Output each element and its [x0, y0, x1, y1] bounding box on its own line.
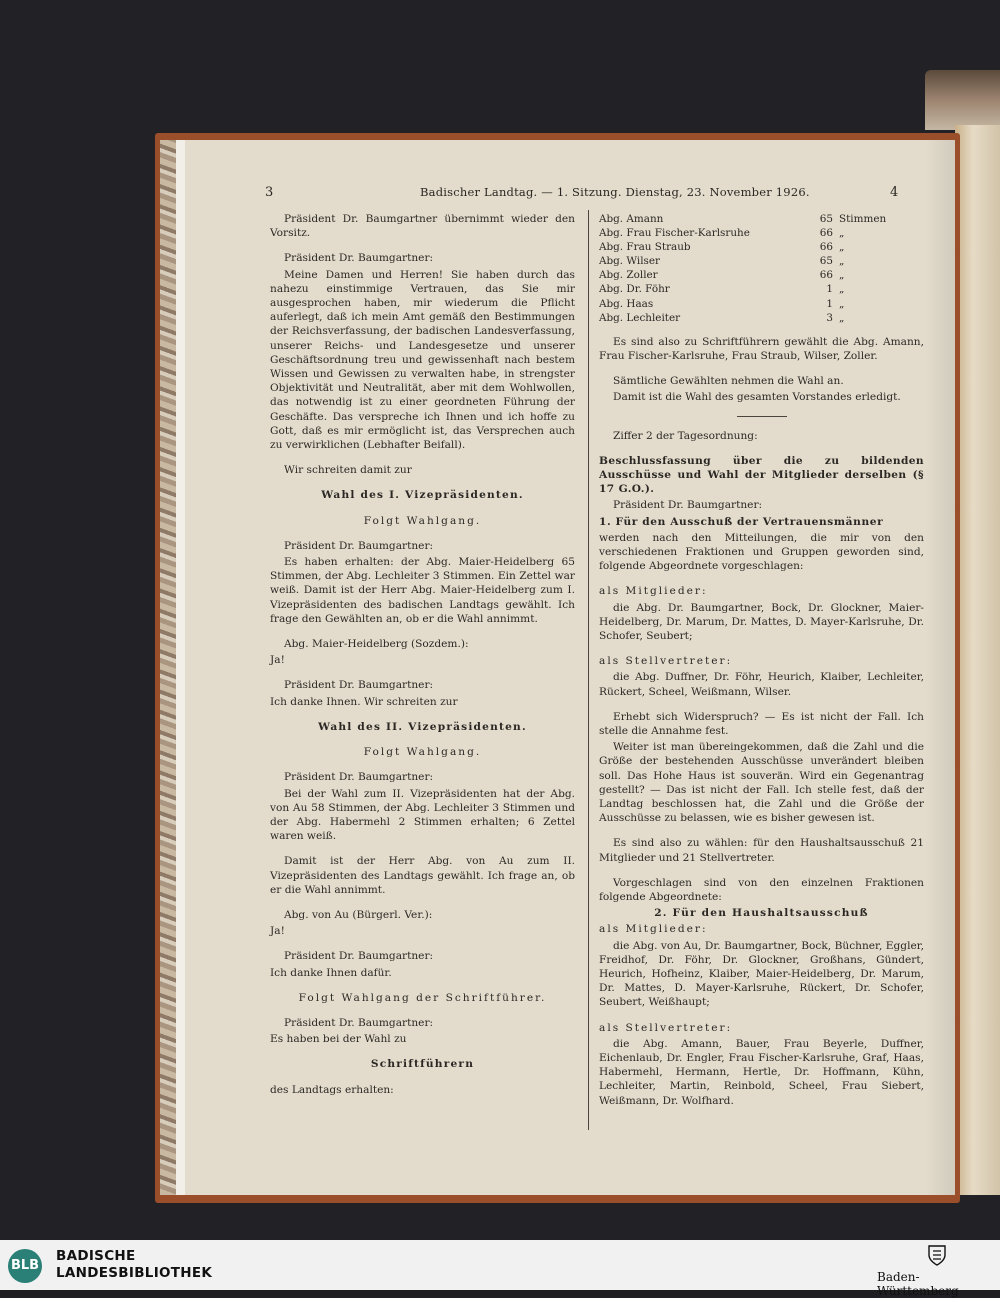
- paragraph: Präsident Dr. Baumgartner übernimmt wieder den Vorsitz.: [270, 213, 575, 240]
- right-column: [599, 212, 924, 1119]
- paragraph: Erhebt sich Widerspruch? — Es ist nicht der Fall. Ich stelle die Annahme fest.: [599, 710, 924, 738]
- vote-unit: „: [839, 269, 845, 282]
- section-heading: Schriftführern: [370, 1058, 475, 1071]
- paragraph: Sämtliche Gewählten nehmen die Wahl an.: [613, 375, 844, 388]
- document-page: [185, 140, 955, 1195]
- speaker-label: Präsident Dr. Baumgartner:: [284, 252, 434, 265]
- paragraph: Bei der Wahl zum II. Vizepräsidenten hat der Abg. von Au 58 Stimmen, der Abg. Lechleiter 3 Stimmen und der Abg. Habermehl 2 Stimmen erhalten; 6 Zettel waren weiß.: [270, 787, 575, 843]
- paragraph: Vorgeschlagen sind von den einzelnen Fraktionen folgende Abgeordnete:: [599, 876, 924, 904]
- vote-count: 1: [826, 297, 833, 310]
- vote-name: Abg. Wilser: [599, 255, 661, 268]
- paragraph: Es sind also zu wählen: für den Haushaltsausschuß 21 Mitglieder und 21 Stellvertreter.: [599, 837, 924, 864]
- speaker-label: Abg. Maier-Heidelberg (Sozdem.):: [284, 638, 469, 651]
- speaker-label: Präsident Dr. Baumgartner:: [284, 950, 434, 963]
- paragraph: Ich danke Ihnen. Wir schreiten zur: [270, 695, 458, 708]
- paragraph: Ziffer 2 der Tagesordnung:: [613, 429, 758, 442]
- state-name[interactable]: Baden-Württemberg: [877, 1270, 959, 1298]
- vote-row: [599, 212, 899, 226]
- speaker-label: Präsident Dr. Baumgartner:: [284, 1016, 434, 1029]
- paragraph: Meine Damen und Herren! Sie haben durch das nahezu einstimmige Vertrauen, das Sie mir ausgesprochen haben, mir wiederum die Pflicht auferlegt, daß ich mein Amt gemäß den Bestimmungen der Reichsverfassung, der badischen Landesverfassung, unserer Reichs- und Landesgesetze und unserer Geschäftsordnung treu und gewissenhaft nach bestem Wissen und Gewissen zu verwalten habe, in strengster Objektivität und Neutralität, aber mit dem Wohlwollen, das notwendig ist zu einer geordneten Führung der Geschäfte. Das verspreche ich Ihnen und ich hoffe zu Gott, daß es mir ermöglicht ist, das Versprechen auch zu verwirklichen (Lebhafter Beifall).: [270, 268, 575, 452]
- library-name[interactable]: [56, 1248, 212, 1282]
- paragraph: Damit ist die Wahl des gesamten Vorstandes erledigt.: [613, 391, 901, 404]
- speaker-label: Präsident Dr. Baumgartner:: [284, 539, 434, 552]
- paragraph: Wir schreiten damit zur: [284, 464, 412, 477]
- vote-row: [599, 268, 899, 282]
- column-divider: [588, 210, 589, 1130]
- agenda-heading: Beschlussfassung über die zu bildenden Ausschüsse und Wahl der Mitglieder derselben (§ 17 G.O.).: [599, 454, 924, 496]
- page-number-left: 3: [265, 185, 274, 200]
- committee-heading: 1. Für den Ausschuß der Vertrauensmänner: [599, 515, 884, 528]
- paragraph: Ja!: [270, 654, 285, 667]
- library-name-line1: BADISCHE: [56, 1248, 136, 1264]
- vote-unit: „: [839, 241, 845, 254]
- vote-unit: Stimmen: [839, 213, 887, 225]
- paragraph: Weiter ist man übereingekommen, daß die Zahl und die Größe der bestehenden Ausschüsse unverändert bleiben soll. Das Hohe Haus ist souverän. Wird ein Gegenantrag gestellt? — Das ist nicht der Fall. Ich stelle fest, daß der Landtag beschlossen hat, die Zahl und die Größe der Ausschüsse zu belassen, wie es bisher gewesen ist.: [599, 741, 924, 825]
- book-spine-top: [925, 70, 1000, 130]
- book-right-page-edge: [955, 125, 1000, 1195]
- vote-count: 1: [826, 283, 833, 296]
- paragraph: Damit ist der Herr Abg. von Au zum II. Vizepräsidenten des Landtags gewählt. Ich frage an, ob er die Wahl annimmt.: [270, 855, 575, 896]
- header-title: Badischer Landtag. — 1. Sitzung. Dienstag, 23. November 1926.: [420, 185, 810, 199]
- paragraph: die Abg. Amann, Bauer, Frau Beyerle, Duffner, Eichenlaub, Dr. Engler, Frau Fischer-Karlsruhe, Graf, Haas, Habermehl, Hermann, Hertle, Dr. Hoffmann, Kühn, Lechleiter, Martin, Reinbold, Scheel, Frau Siebert, Weißmann, Dr. Wolfhard.: [599, 1037, 924, 1107]
- vote-name: Abg. Dr. Föhr: [599, 283, 670, 296]
- procedure-note: Folgt Wahlgang der Schriftführer.: [298, 991, 547, 1004]
- vote-row: [599, 297, 899, 311]
- paragraph: Es sind also zu Schriftführern gewählt die Abg. Amann, Frau Fischer-Karlsruhe, Frau Straub, Wilser, Zoller.: [599, 335, 924, 362]
- vote-unit: „: [839, 227, 845, 240]
- speaker-label: Präsident Dr. Baumgartner:: [284, 771, 434, 784]
- procedure-note: Folgt Wahlgang.: [363, 514, 482, 527]
- coat-of-arms-icon: [926, 1243, 948, 1267]
- vote-count: 66: [819, 227, 833, 240]
- section-heading: Wahl des II. Vizepräsidenten.: [318, 720, 527, 733]
- vote-count: 3: [826, 311, 833, 324]
- vote-name: Abg. Frau Straub: [599, 241, 691, 254]
- speaker-label: Abg. von Au (Bürgerl. Ver.):: [284, 908, 433, 921]
- vote-unit: „: [839, 311, 845, 324]
- vote-name: Abg. Lechleiter: [599, 311, 681, 324]
- vote-row: [599, 240, 899, 254]
- vote-count: 66: [819, 241, 833, 254]
- paragraph: Ich danke Ihnen dafür.: [270, 966, 392, 979]
- vote-row: [599, 282, 899, 296]
- paragraph: die Abg. Dr. Baumgartner, Bock, Dr. Glockner, Maier-Heidelberg, Dr. Marum, Dr. Mattes, D. Mayer-Karlsruhe, Dr. Schofer, Seubert;: [599, 601, 924, 642]
- vote-unit: „: [839, 283, 845, 296]
- vote-name: Abg. Frau Fischer-Karlsruhe: [599, 227, 750, 240]
- left-column: [270, 212, 575, 1108]
- vote-name: Abg. Amann: [599, 213, 664, 225]
- paragraph: Ja!: [270, 925, 285, 938]
- page-number-right: 4: [890, 185, 899, 200]
- library-name-line2: LANDESBIBLIOTHEK: [56, 1265, 213, 1281]
- running-header: [185, 185, 955, 205]
- section-heading: Wahl des I. Vizepräsidenten.: [321, 489, 524, 502]
- paragraph: die Abg. von Au, Dr. Baumgartner, Bock, Büchner, Eggler, Freidhof, Dr. Föhr, Dr. Glockner, Großhans, Gündert, Heurich, Hofheinz, Klaiber, Maier-Heidelberg, Dr. Marum, Dr. Mattes, D. Mayer-Karlsruhe, Rückert, Dr. Schofer, Seubert, Weißhaupt;: [599, 939, 924, 1009]
- paragraph: des Landtags erhalten:: [270, 1083, 394, 1096]
- vote-table: [599, 212, 899, 325]
- vote-count: 65: [819, 255, 833, 268]
- vote-unit: „: [839, 297, 845, 310]
- vote-count: 65: [819, 213, 833, 225]
- vote-row: [599, 254, 899, 268]
- speaker-label: Präsident Dr. Baumgartner:: [613, 499, 763, 512]
- vote-row: [599, 311, 899, 325]
- paragraph: die Abg. Duffner, Dr. Föhr, Heurich, Klaiber, Lechleiter, Rückert, Scheel, Weißmann, Wilser.: [599, 671, 924, 698]
- vote-row: [599, 226, 899, 240]
- library-footer: [0, 1240, 1000, 1298]
- blb-logo-icon[interactable]: BLB: [8, 1249, 42, 1283]
- section-divider: [737, 416, 787, 417]
- paragraph: Es haben bei der Wahl zu: [270, 1033, 407, 1046]
- list-label: als Stellvertreter:: [599, 655, 733, 668]
- vote-name: Abg. Haas: [599, 297, 654, 310]
- vote-unit: „: [839, 255, 845, 268]
- procedure-note: Folgt Wahlgang.: [363, 746, 482, 759]
- list-label: als Mitglieder:: [599, 923, 708, 936]
- speaker-label: Präsident Dr. Baumgartner:: [284, 679, 434, 692]
- vote-count: 66: [819, 269, 833, 282]
- list-label: als Stellvertreter:: [599, 1021, 733, 1034]
- vote-name: Abg. Zoller: [599, 269, 658, 282]
- list-label: als Mitglieder:: [599, 585, 708, 598]
- paragraph: Es haben erhalten: der Abg. Maier-Heidelberg 65 Stimmen, der Abg. Lechleiter 3 Stimmen. Ein Zettel war weiß. Damit ist der Herr Abg. Maier-Heidelberg zum I. Vizepräsidenten des badischen Landtags gewählt. Ich frage den Gewählten an, ob er die Wahl annimmt.: [270, 556, 575, 625]
- committee-heading: 2. Für den Haushaltsausschuß: [654, 907, 869, 920]
- paragraph: werden nach den Mitteilungen, die mir von den verschiedenen Fraktionen und Gruppen geworden sind, folgende Abgeordnete vorgeschlagen:: [599, 531, 924, 573]
